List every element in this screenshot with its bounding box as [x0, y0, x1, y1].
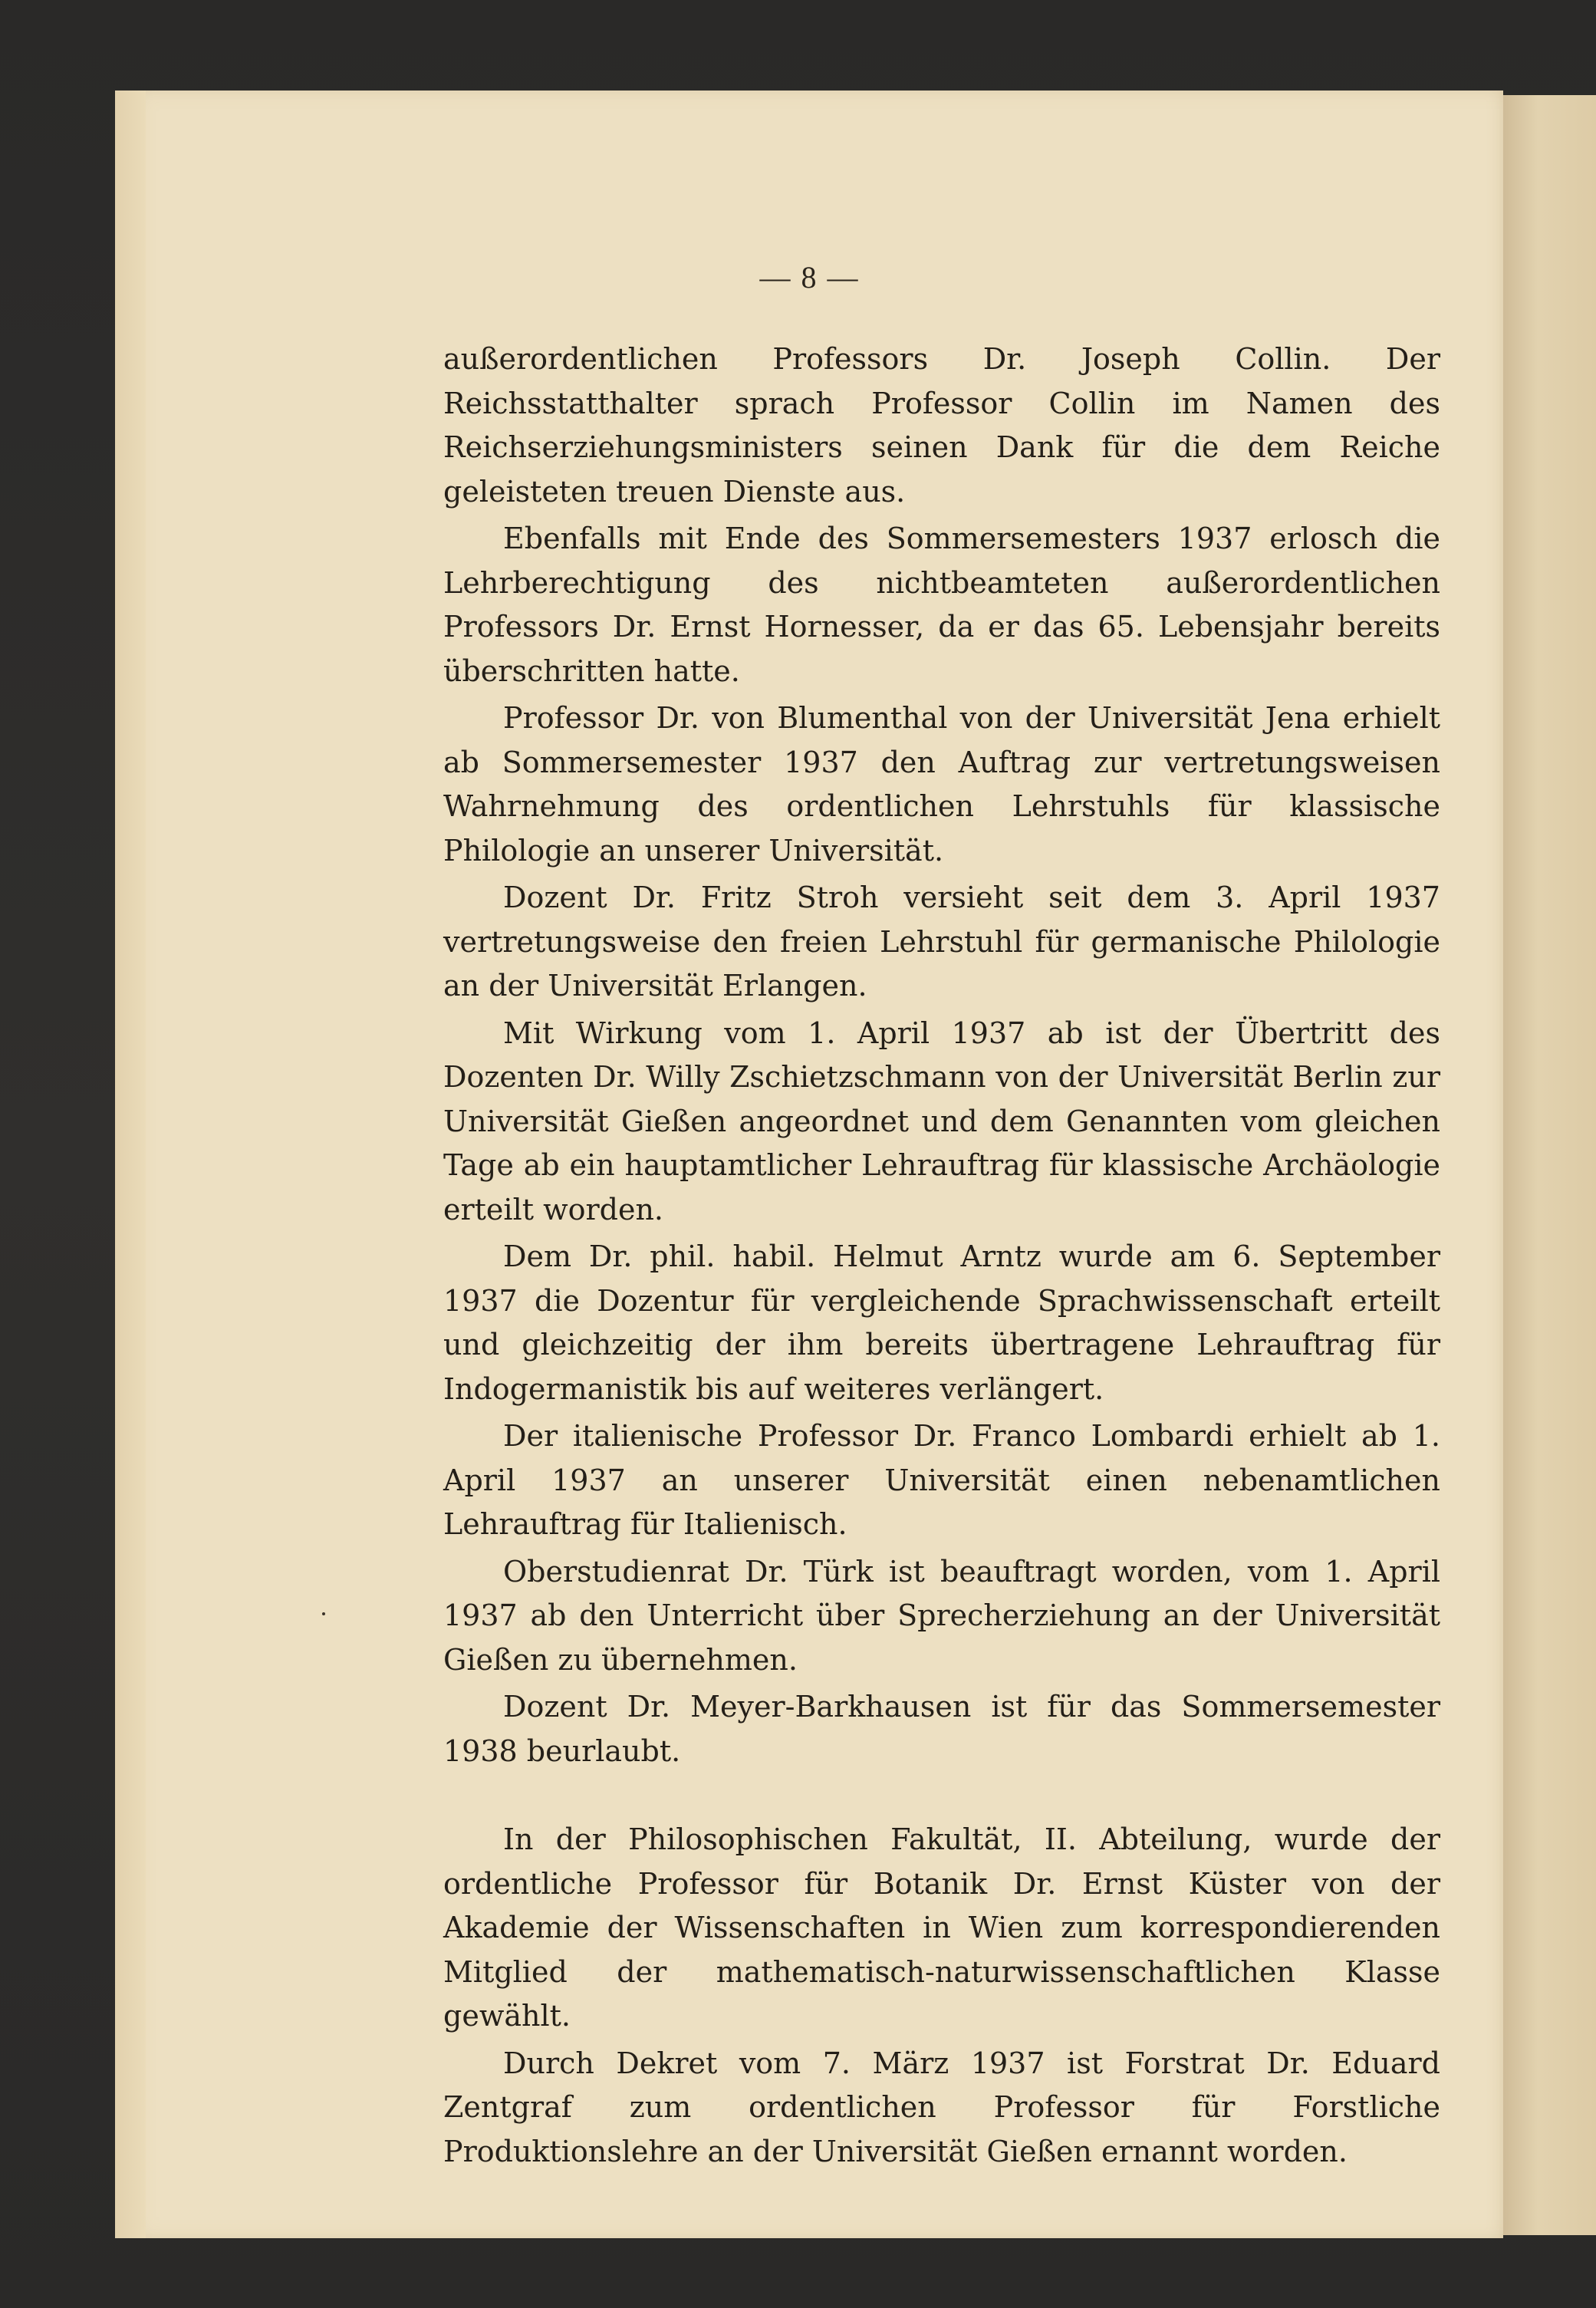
paragraph-blumenthal: Professor Dr. von Blumenthal von der Universität Jena erhielt ab Sommersemester 1937 den Auftrag zur vertretungsweisen Wahrnehmung des ordentlichen Lehrstuhls für klassische Philologie an unserer Universität.: [443, 701, 1440, 868]
paragraph-zschietzschmann: Mit Wirkung vom 1. April 1937 ab ist der Übertritt des Dozenten Dr. Willy Zschietzschmann von der Universität Berlin zur Universität Gießen angeordnet und dem Genannten vom gleichen Tage ab ein hauptamtlicher Lehrauftrag für klassische Archäologie erteilt worden.: [443, 1016, 1440, 1226]
paragraph-collin: außerordentlichen Professors Dr. Joseph Collin. Der Reichsstatthalter sprach Professor Collin im Namen des Reichserziehungsministers seinen Dank für die dem Reiche geleisteten treuen Dienste aus.: [443, 342, 1440, 509]
paper-speck: [322, 1612, 325, 1615]
paragraph-lombardi: Der italienische Professor Dr. Franco Lombardi erhielt ab 1. April 1937 an unserer Universität einen nebenamtlichen Lehrauftrag für Italienisch.: [443, 1419, 1440, 1541]
body-text: [443, 337, 1440, 2174]
paragraph-tuerk: Oberstudienrat Dr. Türk ist beauftragt worden, vom 1. April 1937 ab den Unterricht über Sprecherziehung an der Universität Gießen zu übernehmen.: [443, 1554, 1440, 1677]
paragraph-meyer-barkhausen: Dozent Dr. Meyer-Barkhausen ist für das Sommersemester 1938 beurlaubt.: [443, 1690, 1440, 1768]
paragraph-hornesser: Ebenfalls mit Ende des Sommersemesters 1937 erlosch die Lehrberechtigung des nichtbeamteten außerordentlichen Professors Dr. Ernst Hornesser, da er das 65. Lebensjahr bereits überschritten hatte.: [443, 522, 1440, 688]
paragraph-stroh: Dozent Dr. Fritz Stroh versieht seit dem 3. April 1937 vertretungsweise den freien Lehrstuhl für germanische Philologie an der Universität Erlangen.: [443, 881, 1440, 1003]
facing-page-edge: [1499, 95, 1596, 2235]
paragraph-kuester: In der Philosophischen Fakultät, II. Abteilung, wurde der ordentliche Professor für Botanik Dr. Ernst Küster von der Akademie der Wissenschaften in Wien zum korrespondierenden Mitglied der mathematisch-naturwissenschaftlichen Klasse gewählt.: [443, 1822, 1440, 2033]
paragraph-zentgraf: Durch Dekret vom 7. März 1937 ist Forstrat Dr. Eduard Zentgraf zum ordentlichen Professor für Forstliche Produktionslehre an der Universität Gießen ernannt worden.: [443, 2046, 1440, 2168]
page-number: — 8 —: [759, 260, 860, 295]
paragraph-arntz: Dem Dr. phil. habil. Helmut Arntz wurde am 6. September 1937 die Dozentur für vergleichende Sprachwissenschaft erteilt und gleichzeitig der ihm bereits übertragene Lehrauftrag für Indogermanistik bis auf weiteres verlängert.: [443, 1240, 1440, 1406]
page-gutter: [115, 91, 146, 2238]
